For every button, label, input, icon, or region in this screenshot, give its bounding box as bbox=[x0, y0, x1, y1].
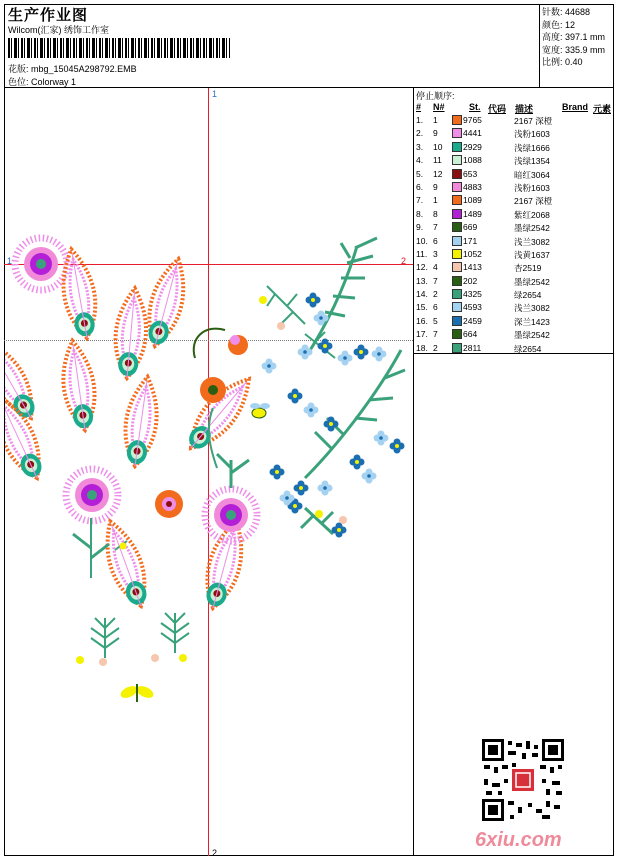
thread-color-swatch bbox=[452, 142, 462, 152]
thread-color-swatch bbox=[452, 262, 462, 272]
thread-code: 1088 bbox=[463, 155, 482, 166]
thread-index: 17. bbox=[416, 329, 428, 340]
thread-number: 4 bbox=[433, 262, 438, 273]
thread-color-swatch bbox=[452, 155, 462, 165]
thread-number: 6 bbox=[433, 302, 438, 313]
embroidery-design bbox=[5, 88, 413, 856]
col-brand: Brand bbox=[562, 102, 589, 112]
thread-description: 浅粉1603 bbox=[514, 129, 550, 140]
colorway-value: Colorway 1 bbox=[31, 77, 77, 87]
thread-color-swatch bbox=[452, 249, 462, 259]
thread-row bbox=[416, 141, 612, 154]
thread-index: 10. bbox=[416, 235, 428, 246]
thread-row bbox=[416, 154, 612, 167]
thread-index: 8. bbox=[416, 208, 424, 219]
thread-number: 1 bbox=[433, 115, 438, 125]
thread-code: 2929 bbox=[463, 141, 482, 152]
col-number: N# bbox=[433, 102, 445, 112]
pattern-label: 花版: bbox=[8, 64, 29, 74]
thread-code: 1413 bbox=[463, 262, 482, 273]
thread-number: 10 bbox=[433, 141, 443, 152]
thread-row bbox=[416, 168, 612, 181]
stop-sequence-title: 停止顺序: bbox=[416, 91, 455, 101]
col-index: # bbox=[416, 102, 422, 112]
thread-number: 7 bbox=[433, 329, 438, 340]
thread-color-swatch bbox=[452, 302, 462, 312]
thread-code: 664 bbox=[463, 329, 478, 340]
thread-code: 1489 bbox=[463, 208, 482, 219]
thread-code: 669 bbox=[463, 222, 478, 233]
thread-row bbox=[416, 208, 612, 221]
thread-description: 浅绿1354 bbox=[514, 156, 550, 167]
pattern-value: mbg_15045A298792.EMB bbox=[31, 64, 137, 74]
thread-code: 4883 bbox=[463, 181, 482, 192]
thread-number: 2 bbox=[433, 342, 438, 353]
barcode bbox=[8, 38, 230, 58]
thread-row bbox=[416, 181, 612, 194]
thread-code: 2811 bbox=[463, 342, 482, 353]
thread-code: 171 bbox=[463, 235, 478, 246]
thread-number: 1 bbox=[433, 195, 438, 206]
thread-number: 8 bbox=[433, 208, 438, 219]
thread-color-swatch bbox=[452, 316, 462, 326]
thread-number: 5 bbox=[433, 315, 438, 326]
thread-description: 2167 深橙 bbox=[514, 196, 553, 207]
thread-description: 2167 深橙 bbox=[514, 116, 553, 126]
thread-description: 墨绿2542 bbox=[514, 330, 550, 341]
thread-row bbox=[416, 114, 612, 127]
thread-description: 暗红3064 bbox=[514, 169, 550, 180]
thread-index: 2. bbox=[416, 128, 424, 139]
thread-description: 墨绿2542 bbox=[514, 276, 550, 287]
thread-number: 2 bbox=[433, 289, 438, 300]
thread-number: 7 bbox=[433, 222, 438, 233]
col-code: 代码 bbox=[488, 104, 507, 114]
design-height: 高度: 397.1 mm bbox=[542, 32, 606, 43]
thread-code: 202 bbox=[463, 275, 478, 286]
thread-code: 1052 bbox=[463, 248, 482, 259]
thread-index: 9. bbox=[416, 222, 424, 233]
thread-row bbox=[416, 261, 612, 274]
thread-code: 2459 bbox=[463, 315, 482, 326]
thread-color-swatch bbox=[452, 128, 462, 138]
thread-number: 11 bbox=[433, 155, 442, 166]
thread-color-swatch bbox=[452, 343, 462, 353]
thread-index: 3. bbox=[416, 141, 424, 152]
right-guide-mark: 2 bbox=[401, 256, 407, 266]
stats-divider bbox=[539, 4, 540, 87]
thread-code: 4441 bbox=[463, 128, 482, 139]
thread-number: 7 bbox=[433, 275, 438, 286]
thread-row bbox=[416, 127, 612, 140]
thread-number: 6 bbox=[433, 235, 438, 246]
panel-divider bbox=[413, 87, 414, 856]
thread-index: 14. bbox=[416, 289, 428, 300]
thread-row bbox=[416, 221, 612, 234]
color-count: 颜色: 12 bbox=[542, 19, 576, 30]
thread-color-swatch bbox=[452, 289, 462, 299]
thread-row bbox=[416, 194, 612, 207]
stitch-count: 针数: 44688 bbox=[542, 7, 591, 17]
page-title: 生产作业图 bbox=[8, 7, 89, 24]
thread-index: 16. bbox=[416, 315, 428, 326]
thread-row bbox=[416, 288, 612, 301]
thread-code: 1089 bbox=[463, 195, 482, 206]
thread-index: 4. bbox=[416, 155, 424, 166]
studio-subtitle: Wilcom(汇家) 绣饰工作室 bbox=[8, 25, 109, 35]
col-desc: 描述 bbox=[515, 104, 534, 114]
thread-row bbox=[416, 342, 612, 355]
thread-row bbox=[416, 301, 612, 314]
thread-index: 6. bbox=[416, 181, 424, 192]
thread-code: 4593 bbox=[463, 302, 482, 313]
thread-description: 绿2654 bbox=[514, 290, 542, 301]
left-guide-mark: 1 bbox=[7, 256, 13, 266]
colorway-label: 色位: bbox=[8, 77, 29, 87]
thread-number: 9 bbox=[433, 128, 438, 139]
col-element: 元素 bbox=[593, 104, 612, 114]
thread-code: 653 bbox=[463, 168, 478, 179]
thread-description: 浅粉1603 bbox=[514, 182, 550, 193]
thread-description: 绿2654 bbox=[514, 343, 542, 354]
thread-row bbox=[416, 248, 612, 261]
thread-description: 紫红2068 bbox=[514, 209, 550, 220]
thread-index: 11. bbox=[416, 248, 428, 259]
col-st: St. bbox=[469, 102, 481, 112]
thread-color-swatch bbox=[452, 169, 462, 179]
thread-index: 15. bbox=[416, 302, 428, 313]
butterfly-motif bbox=[119, 684, 156, 702]
thread-description: 杏2519 bbox=[514, 263, 542, 274]
thread-row bbox=[416, 328, 612, 341]
thread-description: 浅黄1637 bbox=[514, 249, 550, 260]
thread-description: 墨绿2542 bbox=[514, 223, 550, 234]
top-guide-mark: 1 bbox=[212, 89, 218, 99]
thread-index: 12. bbox=[416, 262, 428, 273]
bottom-guide-mark: 2 bbox=[212, 848, 218, 858]
thread-row bbox=[416, 235, 612, 248]
thread-description: 浅兰3082 bbox=[514, 236, 550, 247]
design-scale: 比例: 0.40 bbox=[542, 57, 583, 68]
site-watermark: 6xiu.com bbox=[475, 829, 562, 851]
thread-number: 9 bbox=[433, 181, 438, 192]
thread-index: 13. bbox=[416, 275, 428, 286]
thread-index: 18. bbox=[416, 342, 428, 353]
thread-color-swatch bbox=[452, 276, 462, 286]
thread-number: 12 bbox=[433, 168, 443, 179]
thread-index: 7. bbox=[416, 195, 424, 206]
thread-number: 3 bbox=[433, 248, 438, 259]
thread-index: 5. bbox=[416, 168, 424, 179]
thread-row bbox=[416, 315, 612, 328]
pattern-line bbox=[8, 62, 137, 75]
thread-code: 9765 bbox=[463, 115, 482, 125]
thread-color-swatch bbox=[452, 182, 462, 192]
thread-color-swatch bbox=[452, 222, 462, 232]
thread-color-swatch bbox=[452, 195, 462, 205]
thread-color-swatch bbox=[452, 209, 462, 219]
thread-code: 4325 bbox=[463, 289, 482, 300]
thread-index: 1. bbox=[416, 115, 424, 125]
thread-table bbox=[416, 114, 612, 355]
thread-color-swatch bbox=[452, 236, 462, 246]
stats-panel bbox=[542, 6, 605, 69]
thread-color-swatch bbox=[452, 329, 462, 339]
qr-code bbox=[482, 739, 564, 821]
thread-row bbox=[416, 275, 612, 288]
thread-color-swatch bbox=[452, 115, 462, 125]
thread-description: 浅绿1666 bbox=[514, 142, 550, 153]
thread-description: 浅兰3082 bbox=[514, 303, 550, 314]
design-width: 宽度: 335.9 mm bbox=[542, 44, 606, 55]
thread-description: 深兰1423 bbox=[514, 316, 550, 327]
